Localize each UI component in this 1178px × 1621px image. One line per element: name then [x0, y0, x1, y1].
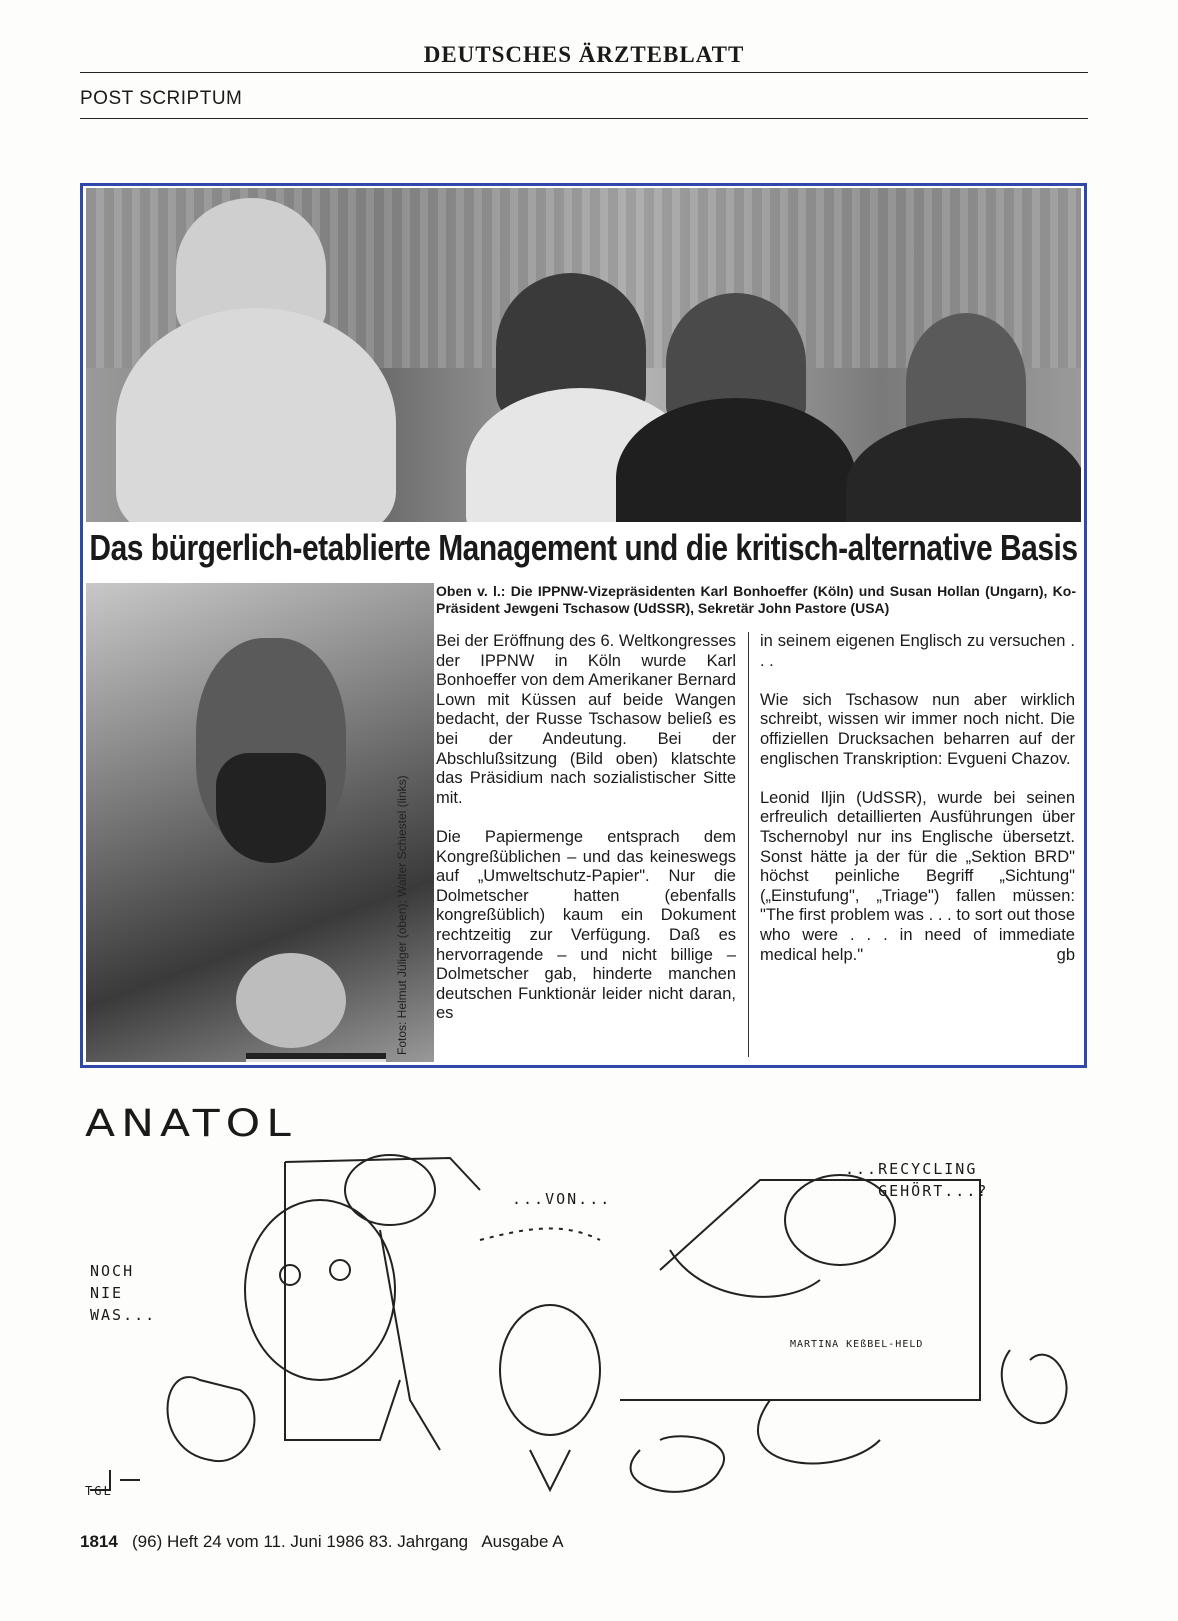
top-photo	[86, 188, 1081, 522]
masthead-rule	[80, 72, 1088, 73]
cartoon-initials: TGL	[85, 1484, 113, 1498]
text-column-2	[760, 632, 1075, 965]
speech-bubble-3: ...RECYCLING GEHÖRT...?	[845, 1160, 989, 1200]
page-footer	[80, 1532, 564, 1552]
text-column-1	[436, 632, 736, 1043]
paragraph-text: Leonid Iljin (UdSSR), wurde bei seinen erfreulich detaillierten Ausführungen über Tschernobyl nur ins Englische übersetzt. Sonst hätte ja der für die „Sektion BRD" höchst peinliche Begriff „Sichtung" („Einstufung", „Triage") fallen müssen: "The first problem was . . . to sort out those who were . . . in need of immediate medical help."	[760, 788, 1075, 964]
paragraph: Wie sich Tschasow nun aber wirklich schreibt, wissen wir immer noch nicht. Die offiziellen Drucksachen beharren auf der englischen Transkription: Evgueni Chazov.	[760, 690, 1075, 768]
cartoon-title: ANATOL	[85, 1101, 297, 1146]
left-photo	[86, 583, 434, 1062]
paragraph: Bei der Eröffnung des 6. Weltkongresses der IPPNW in Köln wurde Karl Bonhoeffer von dem Amerikaner Bernard Lown mit Küssen auf beide Wangen bedacht, der Russe Tschasow beließ es bei der Andeutung. Bei der Abschlußsitzung (Bild oben) klatschte das Präsidium nach sozialistischer Sitte mit.	[436, 632, 736, 807]
speech-bubble-1: NOCH NIE WAS...	[90, 1262, 157, 1324]
artist-name: MARTINA KEßBEL-HELD	[790, 1339, 924, 1350]
photo-caption: Oben v. l.: Die IPPNW-Vizepräsidenten Karl Bonhoeffer (Köln) und Susan Hollan (Ungarn), Ko-Präsident Jewgeni Tschasow (UdSSR), Sekretär John Pastore (USA)	[436, 583, 1076, 616]
section-label: POST SCRIPTUM	[80, 88, 243, 109]
speech-bubble-2: ...VON...	[512, 1190, 612, 1208]
page-number: 1814	[80, 1532, 118, 1551]
paragraph: in seinem eigenen Englisch zu versuchen . . .	[760, 632, 1075, 670]
section-rule	[80, 118, 1088, 119]
paragraph	[760, 789, 1075, 965]
author-signature: gb	[1056, 945, 1075, 964]
masthead: DEUTSCHES ÄRZTEBLATT	[423, 42, 745, 67]
issue-info: (96) Heft 24 vom 11. Juni 1986 83. Jahrgang Ausgabe A	[132, 1532, 564, 1551]
cartoon	[80, 1150, 1088, 1520]
article-headline: Das bürgerlich-etablierte Management und die kritisch-alternative Basis	[89, 528, 1078, 569]
paragraph: Die Papiermenge entsprach dem Kongreßüblichen – und das keineswegs auf „Umweltschutz-Papier". Nur die Dolmetscher hatten (ebenfalls kongreßüblich) kaum ein Dokument rechtzeitig zur Verfügung. Daß es hervorragende – und nicht billige – Dolmetscher gab, hinderte manchen deutschen Funktionär leider nicht daran, es	[436, 827, 736, 1023]
column-divider	[748, 632, 749, 1057]
photo-credit: Fotos: Helmut Jüliger (oben); Walter Schiestel (links)	[395, 775, 409, 1055]
